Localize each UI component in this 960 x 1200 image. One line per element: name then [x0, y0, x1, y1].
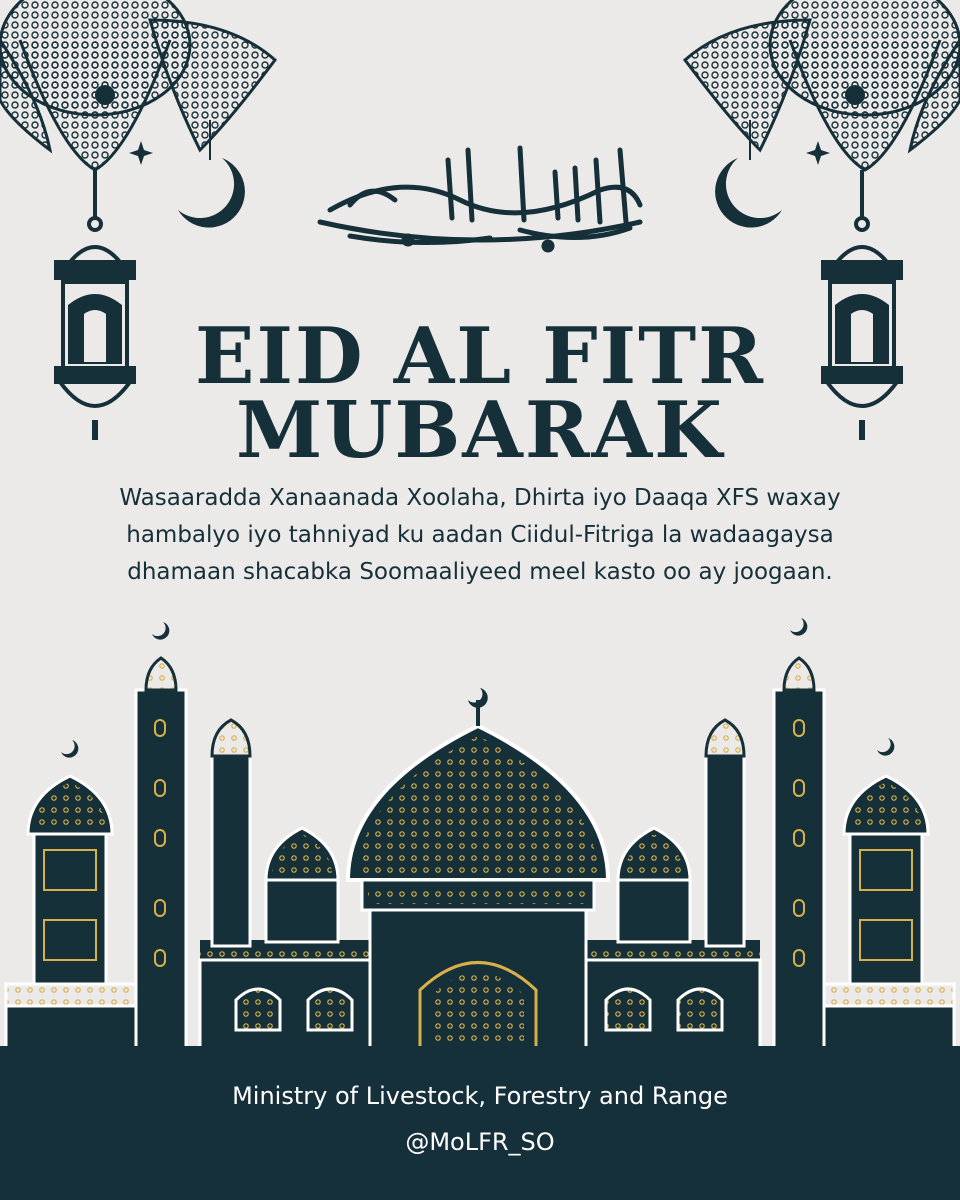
mandala-ornament-right	[685, 0, 960, 170]
mandala-ornament-left	[0, 0, 275, 170]
bismillah-calligraphy	[320, 148, 640, 250]
mosque-silhouette	[6, 618, 954, 1050]
sparkle-star-left	[129, 141, 153, 165]
title-line-2: MUBARAK	[236, 385, 724, 476]
footer-bar	[0, 1046, 960, 1200]
sparkle-star-right	[806, 141, 830, 165]
title-line-1: EID AL FITR	[195, 311, 765, 402]
organization-name: Ministry of Livestock, Forestry and Range	[232, 1082, 728, 1110]
social-handle: @MoLFR_SO	[405, 1128, 555, 1156]
greeting-message: Wasaaradda Xanaanada Xoolaha, Dhirta iyo Daaqa XFS waxay hambalyo iyo tahniyad ku aadan Ciidul-Fitriga la wadaagaysa dhamaan shacabka Soomaaliyeed meel kasto oo ay joogaan.	[119, 485, 841, 585]
